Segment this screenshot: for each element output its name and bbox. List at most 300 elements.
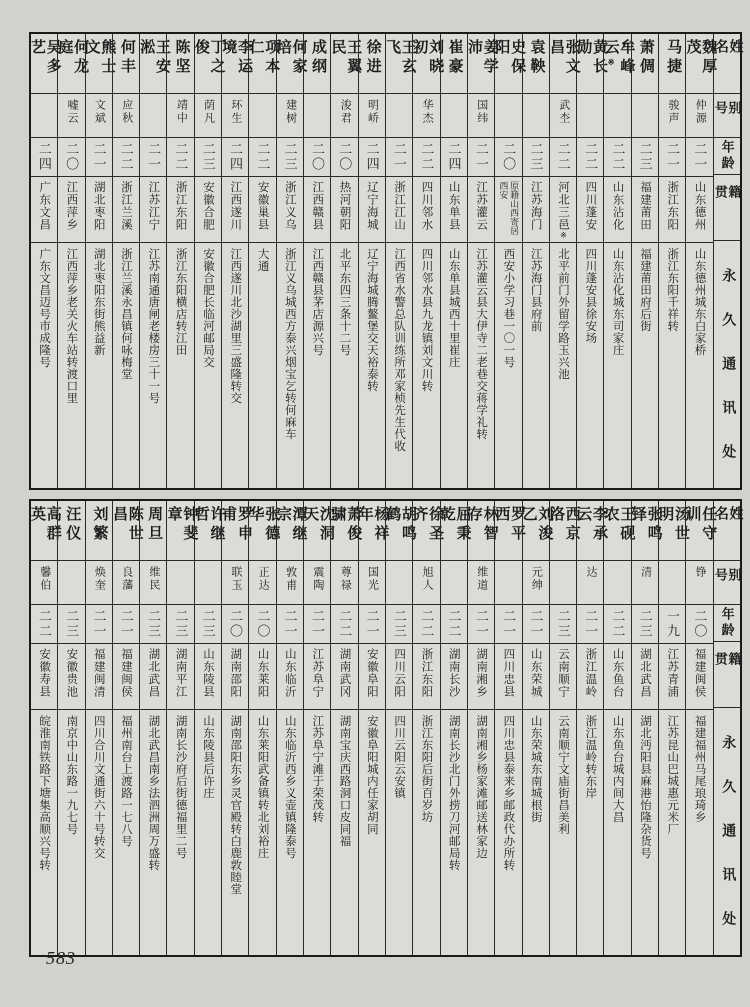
- person-age-cell: [632, 138, 658, 177]
- person-address-cell: [195, 710, 221, 955]
- person-name-cell: [138, 34, 171, 94]
- person-name: 萧俊骕: [329, 506, 362, 544]
- person-address: 浙江兰溪永昌镇何咏梅堂: [120, 248, 132, 380]
- person-age: 二〇: [228, 609, 244, 639]
- header-name: 姓名: [714, 501, 740, 561]
- person-origin: 安徽阜阳: [365, 648, 378, 698]
- person-age: 二三: [637, 609, 653, 639]
- person-alias-cell: [468, 94, 494, 138]
- person-alias: 国光: [366, 566, 379, 592]
- person-origin-cell: [304, 177, 330, 243]
- person-name-cell: [547, 501, 580, 561]
- person-alias-cell: [632, 94, 658, 138]
- person-name: 潭继宗: [274, 506, 307, 544]
- person-origin: 江苏灌云: [475, 181, 488, 231]
- person-age-cell: [441, 138, 467, 177]
- person-name: 姜学沛: [466, 39, 498, 77]
- person-age: 二三: [555, 609, 571, 639]
- person-origin-cell: [113, 177, 139, 243]
- person-age-cell: [577, 138, 603, 177]
- person-alias-cell: [632, 561, 658, 605]
- person-alias-cell: [222, 94, 248, 138]
- person-alias-cell: [550, 561, 576, 605]
- person-alias-cell: [686, 561, 712, 605]
- person-age-cell: [632, 605, 658, 644]
- person-alias-cell: [167, 94, 193, 138]
- person-column: [302, 501, 334, 955]
- person-address-cell: [86, 710, 112, 955]
- person-name-cell: [602, 34, 635, 94]
- person-age-cell: [331, 138, 357, 177]
- person-origin-cell: [686, 177, 712, 243]
- person-name-cell: [384, 34, 416, 94]
- header-column: [712, 34, 743, 488]
- person-origin-cell: [632, 177, 658, 243]
- name-footnote-mark: ※: [606, 58, 616, 67]
- person-alias: 骏声: [666, 99, 679, 125]
- person-age: 二一: [364, 609, 380, 639]
- person-address-cell: [550, 243, 576, 488]
- person-name: 王砚农: [602, 506, 635, 544]
- person-alias-cell: [331, 561, 357, 605]
- person-alias-cell: [441, 561, 467, 605]
- person-name-cell: [575, 501, 608, 561]
- person-origin: 江苏阜宁: [311, 648, 324, 698]
- person-origin-cell: [550, 644, 576, 710]
- person-name: 屈秉乾: [438, 506, 471, 544]
- person-address-cell: [167, 710, 193, 955]
- person-origin-cell: [249, 644, 275, 710]
- person-origin: 浙江义乌: [283, 181, 296, 231]
- person-column: [192, 501, 225, 955]
- person-age-cell: [359, 605, 385, 644]
- person-alias: 浚君: [339, 99, 352, 125]
- person-age-cell: [686, 605, 712, 644]
- person-age: 二三: [200, 142, 216, 172]
- person-column: [138, 34, 171, 488]
- person-column: [440, 34, 467, 488]
- person-age-cell: [113, 138, 139, 177]
- person-origin-cell: [58, 177, 84, 243]
- person-name-cell: [575, 34, 608, 94]
- person-address: 江苏灌云县大伊寺二老巷交蒋学礼转: [475, 248, 488, 440]
- person-column: [83, 34, 116, 488]
- person-age: 二二: [419, 142, 435, 172]
- person-age-cell: [359, 138, 385, 177]
- person-alias-cell: [113, 561, 139, 605]
- person-age: 二一: [146, 142, 162, 172]
- person-name: 成纲: [310, 39, 327, 77]
- person-name-cell: [356, 501, 389, 561]
- person-origin-cell: [167, 644, 193, 710]
- person-column: [85, 501, 112, 955]
- person-origin-cell: [359, 644, 385, 710]
- person-alias: 元绅: [530, 566, 543, 592]
- person-name: 杨祥年: [356, 506, 389, 544]
- person-column: [384, 501, 416, 955]
- person-origin: 热河朝阳: [338, 181, 351, 231]
- person-alias-cell: [277, 94, 303, 138]
- person-origin-cell: [195, 644, 221, 710]
- person-alias-cell: [495, 94, 521, 138]
- person-age: 二一: [583, 609, 599, 639]
- person-name-cell: [493, 34, 526, 94]
- person-name: 任守训: [684, 506, 717, 544]
- person-name-cell: [602, 501, 635, 561]
- person-age-cell: [495, 605, 521, 644]
- person-origin-cell: [331, 177, 357, 243]
- person-name-cell: [657, 501, 689, 561]
- header-name: 姓名: [714, 34, 740, 94]
- person-age: 二三: [391, 609, 407, 639]
- person-address-cell: [58, 243, 84, 488]
- person-age: 二三: [173, 609, 189, 639]
- person-origin-cell: [686, 644, 712, 710]
- person-alias: 靖中: [175, 99, 188, 125]
- person-origin: 山东鱼台: [611, 648, 624, 698]
- person-alias-cell: [359, 561, 385, 605]
- person-age: 二一: [282, 609, 298, 639]
- person-age-cell: [550, 138, 576, 177]
- person-age: 二三: [637, 142, 653, 172]
- person-address-cell: [577, 243, 603, 488]
- person-origin-cell: [523, 644, 549, 710]
- person-name-cell: [466, 34, 498, 94]
- person-age-cell: [222, 605, 248, 644]
- person-name: 刘晓初: [411, 39, 444, 77]
- person-column: [602, 34, 635, 488]
- person-origin-cell: [277, 177, 303, 243]
- person-origin: 山东临沂: [283, 648, 296, 698]
- person-age: 二二: [337, 609, 353, 639]
- person-origin-cell: [58, 644, 84, 710]
- person-alias-cell: [577, 94, 603, 138]
- person-age-cell: [222, 138, 248, 177]
- person-address: 安徽阜阳城内任家胡同: [365, 715, 378, 835]
- person-age-cell: [249, 605, 275, 644]
- person-alias: 达: [585, 566, 598, 579]
- person-address-cell: [604, 710, 630, 955]
- person-origin: 福建闽侯: [693, 648, 706, 698]
- person-age-cell: [331, 605, 357, 644]
- person-origin-cell: [550, 177, 576, 243]
- person-alias-cell: [222, 561, 248, 605]
- person-name-cell: [659, 34, 685, 94]
- person-name-cell: [86, 501, 112, 561]
- person-address-cell: [686, 243, 712, 488]
- person-origin: 安徽寿县: [38, 648, 51, 698]
- person-age-cell: [277, 138, 303, 177]
- person-column: [575, 501, 608, 955]
- person-alias-cell: [577, 561, 603, 605]
- person-alias: 焕奎: [93, 566, 106, 592]
- person-age-cell: [31, 138, 57, 177]
- person-address: 皖淮南铁路下塘集高顺兴号转: [38, 715, 51, 871]
- person-address: 湖南邵阳东乡灵官殿转白鹿敦睦堂: [229, 715, 242, 895]
- person-origin: 广东文昌: [38, 181, 51, 231]
- person-age: 二二: [173, 142, 189, 172]
- person-age: 二二: [610, 609, 626, 639]
- person-age-cell: [441, 605, 467, 644]
- person-alias-cell: [86, 561, 112, 605]
- person-origin: 浙江江山: [393, 181, 406, 231]
- person-name: 徐进: [364, 39, 381, 77]
- person-age: 二一: [91, 142, 107, 172]
- person-age-cell: [659, 138, 685, 177]
- person-name-cell: [110, 501, 143, 561]
- person-column: [358, 34, 385, 488]
- person-alias-cell: [31, 561, 57, 605]
- person-column: [192, 34, 225, 488]
- person-origin: 山东单县: [447, 181, 460, 231]
- person-column: [466, 501, 498, 955]
- person-address: 西安小学习巷一〇一号: [502, 248, 515, 368]
- person-age-cell: [58, 138, 84, 177]
- person-address: 四川云阳云安镇: [393, 715, 406, 799]
- person-age: 二四: [228, 142, 244, 172]
- person-name: 陈坚: [173, 39, 190, 77]
- person-origin: 浙江东阳: [174, 181, 187, 231]
- person-age: 二〇: [309, 142, 325, 172]
- person-column: [29, 501, 61, 955]
- person-address: 江苏昆山巴城惠元米厂: [666, 715, 679, 835]
- person-origin: 安徽合肥: [201, 181, 214, 231]
- person-origin: 江苏江宁: [147, 181, 160, 231]
- person-name: 熊士文: [83, 39, 116, 77]
- person-age-cell: [195, 605, 221, 644]
- person-alias-cell: [659, 94, 685, 138]
- person-name-cell: [520, 501, 553, 561]
- person-name: 马捷: [665, 39, 682, 77]
- person-name: 张德华: [247, 506, 280, 544]
- person-address-cell: [659, 710, 685, 955]
- person-alias: 嘘云: [66, 99, 79, 125]
- person-address-cell: [659, 243, 685, 488]
- person-age-cell: [277, 605, 303, 644]
- person-address: 浙江义乌城西方泰兴烟宝乞转何麻车: [283, 248, 296, 440]
- person-address: 四川忠县泰来乡邮政代办所转: [502, 715, 515, 871]
- person-alias-cell: [604, 94, 630, 138]
- person-alias: 旭人: [421, 566, 434, 592]
- person-column: [493, 501, 526, 955]
- person-name: 魏厚茂: [684, 39, 717, 77]
- person-address-cell: [495, 710, 521, 955]
- person-name: 胡鸣鹤: [384, 506, 416, 544]
- person-age-cell: [413, 605, 439, 644]
- person-age-cell: [249, 138, 275, 177]
- person-alias: 尊禄: [339, 566, 352, 592]
- person-origin-cell: [113, 644, 139, 710]
- person-address-cell: [359, 243, 385, 488]
- person-column: [547, 34, 580, 488]
- header-address: 永久通讯处: [720, 735, 736, 955]
- person-name: 何丰: [118, 39, 135, 77]
- person-name: 高群英: [29, 506, 61, 544]
- person-origin: 云南顺宁: [557, 648, 569, 698]
- person-name-cell: [274, 501, 307, 561]
- person-age-cell: [113, 605, 139, 644]
- person-column: [384, 34, 416, 488]
- person-age: 二〇: [692, 609, 708, 639]
- person-alias-cell: [550, 94, 576, 138]
- header-origin: 籍贯: [714, 175, 740, 241]
- person-name-cell: [220, 501, 252, 561]
- person-age: 二二: [583, 142, 599, 172]
- person-origin: 原籍山西寄居西安: [498, 181, 520, 235]
- person-name: 何家培: [274, 39, 307, 77]
- person-age-cell: [523, 605, 549, 644]
- person-address-cell: [113, 243, 139, 488]
- person-alias-cell: [140, 561, 166, 605]
- person-name-cell: [629, 501, 662, 561]
- person-origin-cell: [577, 644, 603, 710]
- person-name-cell: [165, 501, 198, 561]
- person-name: 许继哲: [192, 506, 225, 544]
- person-name: 钟斐章: [165, 506, 198, 544]
- person-column: [247, 34, 280, 488]
- person-address-cell: [331, 243, 357, 488]
- person-name-cell: [83, 34, 116, 94]
- person-address-cell: [523, 243, 549, 488]
- person-alias-cell: [686, 94, 712, 138]
- person-address: 山东陵县后许庄: [201, 715, 214, 799]
- person-origin: 湖南邵阳: [229, 648, 242, 698]
- person-age-cell: [304, 605, 330, 644]
- person-alias: 明峤: [366, 99, 379, 125]
- person-address-cell: [413, 243, 439, 488]
- person-origin-cell: [195, 177, 221, 243]
- person-origin-cell: [468, 177, 494, 243]
- person-origin: 湖南湘乡: [475, 648, 488, 698]
- person-address-cell: [304, 710, 330, 955]
- person-address-cell: [140, 243, 166, 488]
- person-column: [166, 34, 193, 488]
- person-column: [274, 501, 307, 955]
- person-address-cell: [468, 243, 494, 488]
- person-address: 大通: [256, 248, 269, 272]
- person-address-cell: [577, 710, 603, 955]
- person-column: [165, 501, 198, 955]
- person-origin-cell: [604, 177, 630, 243]
- header-column: [712, 501, 743, 955]
- person-column: [56, 34, 89, 488]
- person-column: [112, 34, 139, 488]
- person-origin: 河北三邑: [557, 181, 569, 231]
- person-name-cell: [304, 34, 330, 94]
- header-alias: 别号: [714, 561, 740, 605]
- person-name: 牟峰云: [602, 39, 635, 77]
- person-age: 一九: [665, 609, 681, 639]
- person-name: 何龙庭: [56, 39, 89, 77]
- person-origin-cell: [167, 177, 193, 243]
- person-alias-cell: [277, 561, 303, 605]
- person-alias-cell: [386, 94, 412, 138]
- person-column: [522, 34, 549, 488]
- person-origin-cell: [577, 177, 603, 243]
- person-alias: 华杰: [421, 99, 434, 125]
- person-origin-cell: [222, 177, 248, 243]
- person-address-cell: [86, 243, 112, 488]
- person-column: [220, 34, 252, 488]
- person-age-cell: [523, 138, 549, 177]
- origin-footnote-mark: ※: [559, 231, 568, 240]
- person-age-cell: [495, 138, 521, 177]
- person-alias-cell: [31, 94, 57, 138]
- person-origin-cell: [523, 177, 549, 243]
- person-age-cell: [304, 138, 330, 177]
- person-name-cell: [411, 34, 444, 94]
- person-origin-cell: [441, 644, 467, 710]
- person-name-cell: [466, 501, 498, 561]
- person-origin: 湖南长沙: [447, 648, 460, 698]
- person-alias-cell: [359, 94, 385, 138]
- person-address-cell: [31, 243, 57, 488]
- person-address: 江西省水警总队训练所邓家桢先生代收: [393, 248, 406, 452]
- person-age-cell: [86, 605, 112, 644]
- person-alias-cell: [58, 561, 84, 605]
- person-address-cell: [249, 710, 275, 955]
- person-origin-cell: [604, 644, 630, 710]
- person-column: [110, 501, 143, 955]
- person-address: 山东临沂西乡义壶镇隆泰号: [283, 715, 296, 859]
- person-name: 西京洛: [547, 506, 580, 544]
- person-age: 二四: [364, 142, 380, 172]
- person-address: 云南顺宁文庙街昌美利: [557, 715, 569, 835]
- person-origin: 四川邻水: [420, 181, 433, 231]
- person-origin: 江苏青浦: [666, 648, 679, 698]
- person-alias: 维道: [475, 566, 488, 592]
- person-name-cell: [192, 501, 225, 561]
- person-address-cell: [222, 710, 248, 955]
- person-age: 二三: [282, 142, 298, 172]
- person-column: [329, 34, 362, 488]
- person-alias-cell: [413, 561, 439, 605]
- person-address-cell: [495, 243, 521, 488]
- person-address-cell: [686, 710, 712, 955]
- person-address: 湖北武昌南乡法泗洲周万盛转: [147, 715, 160, 871]
- person-address-cell: [441, 243, 467, 488]
- person-name-cell: [113, 34, 139, 94]
- person-origin: 江西赣县: [311, 181, 324, 231]
- directory-table-bottom: [29, 499, 742, 957]
- person-column: [220, 501, 252, 955]
- person-address: 福建福州马尾琅琦乡: [693, 715, 706, 823]
- person-address: 江苏海门县府前: [529, 248, 542, 332]
- person-address-cell: [468, 710, 494, 955]
- person-age-cell: [195, 138, 221, 177]
- person-age: 二一: [692, 142, 708, 172]
- person-column: [684, 34, 717, 488]
- person-alias: 联玉: [229, 566, 242, 592]
- person-address-cell: [632, 710, 658, 955]
- person-age-cell: [386, 138, 412, 177]
- person-origin: 四川忠县: [502, 648, 515, 698]
- person-alias: 环生: [229, 99, 242, 125]
- person-address-cell: [604, 243, 630, 488]
- person-address: 四川合川文通街六十号转交: [92, 715, 105, 859]
- person-name: 李承云: [575, 506, 608, 544]
- person-origin: 浙江兰溪: [120, 181, 132, 231]
- person-origin-cell: [413, 644, 439, 710]
- person-origin-cell: [413, 177, 439, 243]
- person-address-cell: [140, 710, 166, 955]
- header-address: 永久通讯处: [720, 268, 736, 488]
- person-address: 福建莆田府后街: [638, 248, 651, 332]
- person-origin: 江西遂川: [229, 181, 242, 231]
- person-address: 浙江东阳千祥转: [666, 248, 679, 332]
- person-name-cell: [384, 501, 416, 561]
- person-name: 萧倜: [637, 39, 654, 77]
